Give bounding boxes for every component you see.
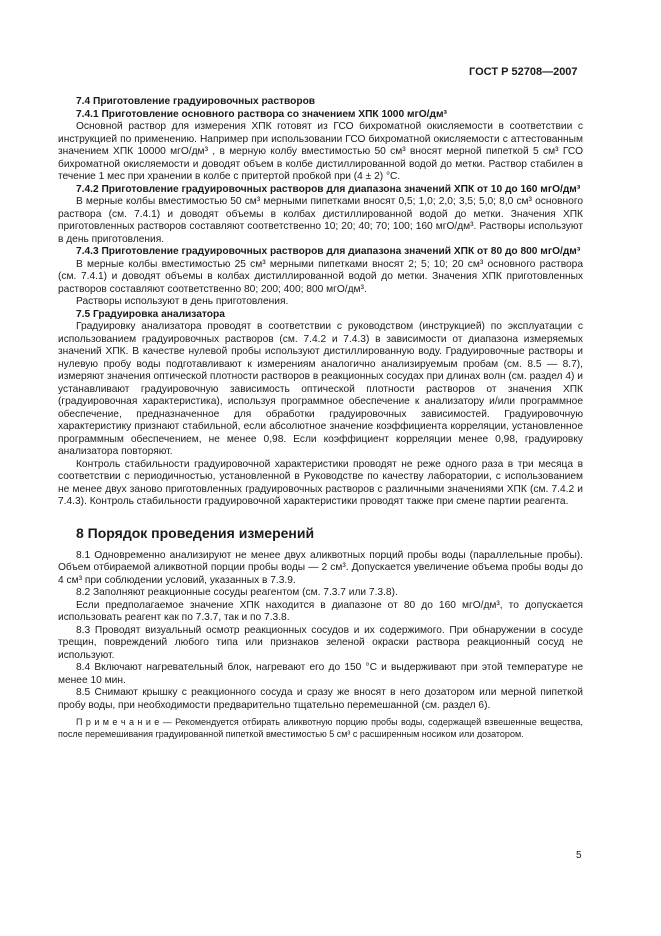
section-7-4-3-text-2: Растворы используют в день приготовления. [76,296,289,307]
note-label: П р и м е ч а н и е [76,717,160,727]
section-7-5-text-2: Контроль стабильности градуировочной характеристики проводят не реже одного раза в три месяца в соответствии с периодичностью, установленной в Руководстве по качеству лаборатории, с использованием не менее двух заново приготовленных градуировочных растворов с различными значениями ХПК (см. 7.4.2 и 7.4.3). Контроль стабильности градуировочной характеристики проводят также при смене партии реагента. [58,458,583,507]
page-number: 5 [576,850,582,861]
section-8-2-text: 8.2 Заполняют реакционные сосуды реагентом (см. 7.3.7 или 7.3.8). [76,587,398,598]
section-7-5-title: 7.5 Градуировка анализатора [76,308,225,320]
page-header: ГОСТ Р 52708—2007 [469,66,578,78]
document-body [58,96,583,740]
section-8-3-text: 8.3 Проводят визуальный осмотр реакционных сосудов и их содержимого. При обнаружении в сосуде трещин, повреждений любого типа или признаков зеленой окраски раствора реакционный сосуд не используют. [58,624,583,661]
section-8-5-text: 8.5 Снимают крышку с реакционного сосуда и сразу же вносят в него дозатором или мерной пипеткой пробу воды, при необходимости предварительно тщательно перемешанной (см. раздел 6). [58,687,583,711]
section-7-4-1-title: 7.4.1 Приготовление основного раствора со значением ХПК 1000 мгО/дм³ [76,108,447,120]
section-8-4-text: 8.4 Включают нагревательный блок, нагревают его до 150 °С и выдерживают при этой температуре не менее 10 мин. [58,662,583,686]
section-7-4-2-text: В мерные колбы вместимостью 50 см³ мерными пипетками вносят 0,5; 1,0; 2,0; 3,5; 5,0; 8,0 см³ основного раствора (см. 7.4.1) и доводят объемы в колбах дистиллированной водой до метки. Значения ХПК приготовленных растворов составляют соответственно 10; 20; 40; 70; 100; 160 мгО/дм³. Растворы используют в день приготовления. [58,196,583,245]
section-7-5-text: Градуировку анализатора проводят в соответствии с руководством (инструкцией) по эксплуатации с использованием градуировочных растворов (см. 7.4.2 и 7.4.3) в зависимости от диапазона измеряемых значений ХПК. В качестве нулевой пробы используют дистиллированную воду. Градуировочные растворы и нулевую пробу воды подготавливают к измерениям аналогично анализируемым пробам (см. 8.5 — 8.7), измеряют значения оптической плотности растворов в реакционных сосудах при длинах волн (см. раздел 4) и устанавливают градуировочную зависимость оптической плотности растворов от значения ХПК (градуировочная характеристика), используя программное обеспечение к анализатору и/или программное обеспечение, предназначенное для обработки градуировочных зависимостей. Градуировочную характеристику признают стабильной, если абсолютное значение коэффициента корреляции, установленное программным обеспечением, не менее 0,98. Если коэффициент корреляции менее 0,98, градуировку анализатора повторяют. [58,321,583,457]
note-text: — Рекомендуется отбирать аликвотную порцию пробы воды, содержащей взвешенные вещества, после перемешивания градуированной пипеткой вместимостью 5 см³ с расширенным носиком или дозатором. [58,717,583,739]
section-7-4-1-text: Основной раствор для измерения ХПК готовят из ГСО бихроматной окисляемости в соответствии с инструкцией по применению. Например при использовании ГСО бихроматной окисляемости с аттестованным значением ХПК 10000 мгО/дм³ , в мерную колбу вместимостью 50 см³ вносят мерной пипеткой 5 см³ ГСО бихроматной окисляемости и доводят объем в колбе дистиллированной водой до метки. Раствор стабилен в течение 1 мес при хранении в колбе с притертой пробкой при (4 ± 2) °С. [58,121,583,182]
section-7-4-2-title: 7.4.2 Приготовление градуировочных растворов для диапазона значений ХПК от 10 до 160 мгО/дм³ [76,183,581,195]
section-8-2-text-2: Если предполагаемое значение ХПК находится в диапазоне от 80 до 160 мгО/дм³, то допускается использовать реагент как по 7.3.7, так и по 7.3.8. [58,599,583,623]
section-8-title: 8 Порядок проведения измерений [76,524,315,541]
section-7-4-title: 7.4 Приготовление градуировочных растворов [76,96,316,107]
section-7-4-3-title: 7.4.3 Приготовление градуировочных растворов для диапазона значений ХПК от 80 до 800 мгО/дм³ [76,246,581,257]
note [58,717,583,740]
section-8-1-text: 8.1 Одновременно анализируют не менее двух аликвотных порций пробы воды (параллельные пробы). Объем отбираемой аликвотной порции пробы воды — 2 см³. Допускается увеличение объема пробы воды до 4 см³ при соблюдении условий, указанных в 7.3.9. [58,549,583,586]
section-7-4-3-text: В мерные колбы вместимостью 25 см³ мерными пипетками вносят 2; 5; 10; 20 см³ основного раствора (см. 7.4.1) и доводят объемы в колбах дистиллированной водой до метки. Значения ХПК приготовленных растворов составляют соответственно 80; 200; 400; 800 мгО/дм³. [58,258,583,295]
